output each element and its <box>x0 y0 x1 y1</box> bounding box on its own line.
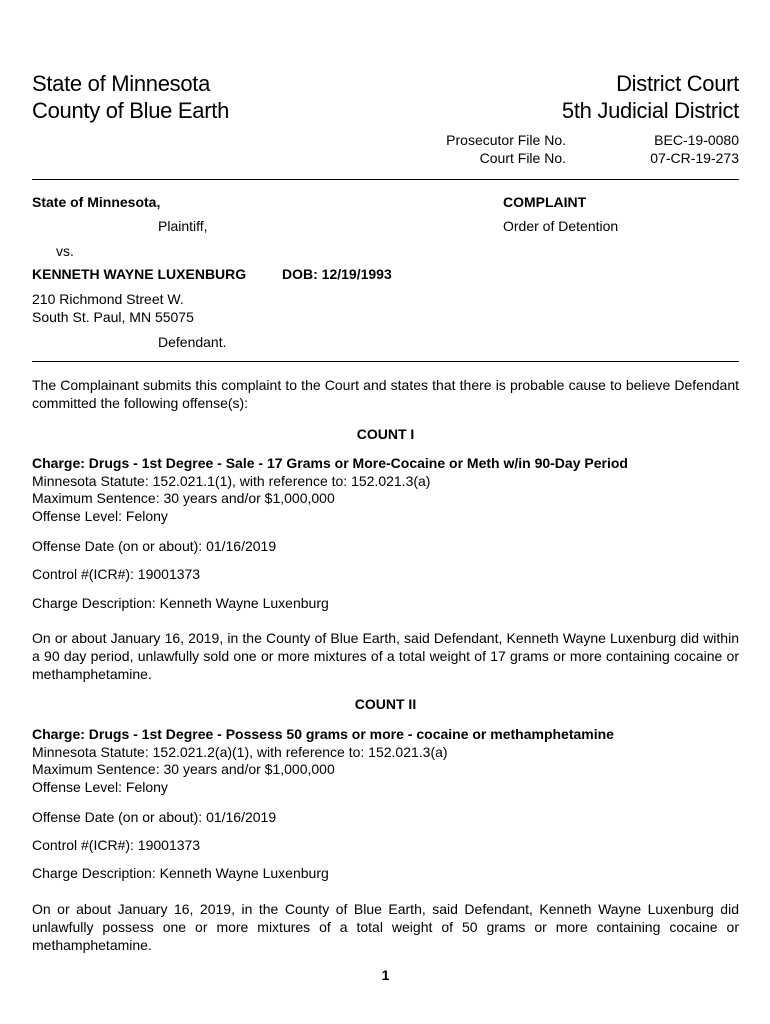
document-type: COMPLAINT <box>503 194 587 210</box>
versus-label: vs. <box>56 243 74 259</box>
document-subtype: Order of Detention <box>503 218 619 234</box>
control-number-line: Control #(ICR#): 19001373 <box>32 566 201 582</box>
charge-description-line: Charge Description: Kenneth Wayne Luxenburg <box>32 595 329 611</box>
count-heading: COUNT II <box>354 696 417 712</box>
plaintiff-name: State of Minnesota, <box>32 194 161 210</box>
sentence-line: Maximum Sentence: 30 years and/or $1,000,000 <box>32 761 335 777</box>
offense-level-line: Offense Level: Felony <box>32 507 168 524</box>
offense-date-line: Offense Date (on or about): 01/16/2019 <box>32 809 277 825</box>
district-heading: 5th Judicial District <box>561 98 739 123</box>
statute-line: Minnesota Statute: 152.021.2(a)(1), with reference to: 152.021.3(a) <box>32 743 448 760</box>
count-narrative: On or about January 16, 2019, in the County of Blue Earth, said Defendant, Kenneth Wayne Luxenburg did unlawfully possess one or more mixtures of a total weight of 50 grams or more containing cocaine or methamphetamine. <box>32 901 739 953</box>
county-heading: County of Blue Earth <box>32 98 230 123</box>
header-divider <box>32 179 739 180</box>
state-heading: State of Minnesota <box>32 71 211 96</box>
count-details <box>32 455 739 525</box>
defendant-address-line1: 210 Richmond Street W. <box>32 291 184 307</box>
court-file-label: Court File No. <box>479 150 566 166</box>
sentence-line: Maximum Sentence: 30 years and/or $1,000,000 <box>32 490 335 506</box>
count-narrative: On or about January 16, 2019, in the County of Blue Earth, said Defendant, Kenneth Wayne Luxenburg did within a 90 day period, unlawfully sold one or more mixtures of a total weight of 17 grams or more containing cocaine or methamphetamine. <box>32 630 739 682</box>
defendant-address-line2: South St. Paul, MN 55075 <box>32 309 194 325</box>
charge-title: Charge: Drugs - 1st Degree - Sale - 17 Grams or More-Cocaine or Meth w/in 90-Day Period <box>32 455 628 471</box>
control-number-line: Control #(ICR#): 19001373 <box>32 837 201 853</box>
court-file-value: 07-CR-19-273 <box>650 150 739 166</box>
complaint-page <box>32 0 739 1024</box>
prosecutor-file-label: Prosecutor File No. <box>446 132 566 148</box>
offense-level-line: Offense Level: Felony <box>32 778 168 795</box>
defendant-label: Defendant. <box>158 334 227 350</box>
caption-divider <box>32 361 739 362</box>
statute-line: Minnesota Statute: 152.021.1(1), with reference to: 152.021.3(a) <box>32 472 431 489</box>
prosecutor-file-value: BEC-19-0080 <box>654 132 739 148</box>
offense-date-line: Offense Date (on or about): 01/16/2019 <box>32 538 277 554</box>
defendant-name: KENNETH WAYNE LUXENBURG <box>32 266 247 282</box>
charge-description-line: Charge Description: Kenneth Wayne Luxenburg <box>32 865 329 881</box>
page-number: 1 <box>381 967 390 983</box>
court-heading: District Court <box>616 71 739 96</box>
count-details <box>32 726 739 796</box>
defendant-dob: DOB: 12/19/1993 <box>282 266 392 282</box>
intro-paragraph: The Complainant submits this complaint to the Court and states that there is probable cause to believe Defendant committed the following offense(s): <box>32 377 739 411</box>
charge-title: Charge: Drugs - 1st Degree - Possess 50 grams or more - cocaine or methamphetamine <box>32 726 614 742</box>
plaintiff-label: Plaintiff, <box>158 218 208 234</box>
count-heading: COUNT I <box>356 426 415 442</box>
